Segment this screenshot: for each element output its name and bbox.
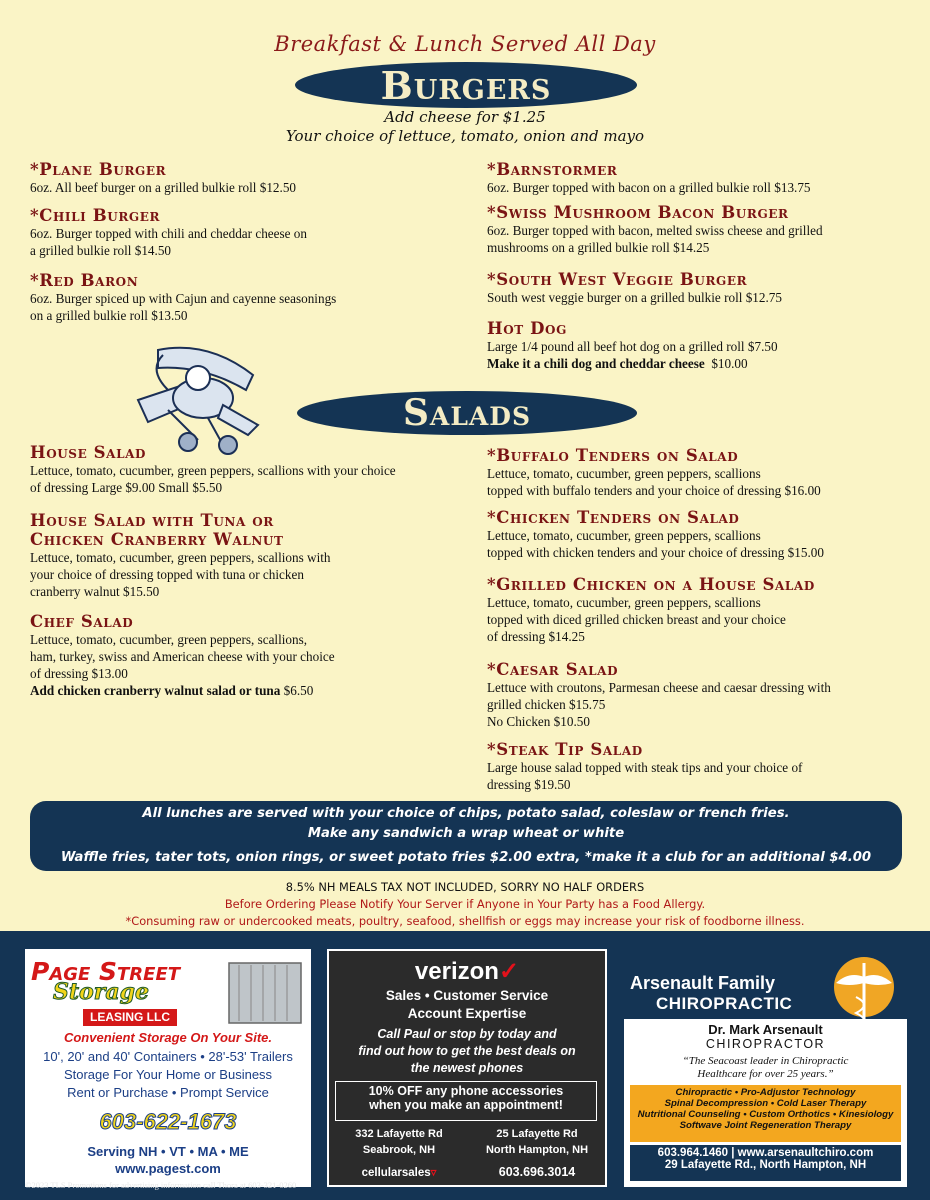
menu-item-south-west-veggie (487, 270, 782, 306)
item-description: of dressing Large $9.00 Small $5.50 (30, 480, 223, 495)
item-name: *Buffalo Tenders on Salad (487, 446, 739, 465)
copyright: ©2023 TLS Promotions for advertising information call Thora at 603-321-0260 (25, 1180, 297, 1190)
burgers-subtitle-toppings: Your choice of lettuce, tomato, onion and mayo (285, 127, 645, 145)
item-description: ham, turkey, swiss and American cheese with your choice (30, 649, 335, 664)
menu-item-chef-salad (30, 612, 335, 699)
verizon-phone: 603.696.3014 (498, 1165, 576, 1179)
item-name: *Grilled Chicken on a House Salad (487, 575, 815, 594)
allergy-notice: Before Ordering Please Notify Your Server if Anyone in Your Party has a Food Allergy. (224, 897, 706, 911)
item-upgrade (487, 355, 778, 372)
page-street-info-line: 10', 20' and 40' Containers • 28'-53' Trailers (43, 1049, 293, 1064)
burgers-title (295, 62, 637, 108)
verizon-address-city: North Hampton, NH (485, 1144, 589, 1156)
item-description: 6oz. Burger topped with bacon on a grilled bulkie roll $13.75 (487, 180, 811, 195)
cellular-sales-logo (339, 1165, 459, 1179)
verizon-brand: verizon (414, 958, 499, 985)
tagline: Breakfast & Lunch Served All Day (274, 32, 656, 56)
item-description: mushrooms on a grilled bulkie roll $14.25 (487, 240, 710, 255)
menu-item-steak-tip-salad (487, 740, 802, 793)
page-street-info-line: Rent or Purchase • Prompt Service (67, 1085, 269, 1100)
burgers-subtitle-cheese: Add cheese for $1.25 (384, 108, 546, 126)
item-description: Lettuce, tomato, cucumber, green peppers, scallions, (30, 632, 308, 647)
page-street-serving: Serving NH • VT • MA • ME (87, 1144, 249, 1159)
page-street-tagline: Convenient Storage On Your Site. (63, 1030, 273, 1045)
chiro-footer (630, 1145, 901, 1181)
chiro-contact: 603.964.1460 | www.arsenaultchiro.com (657, 1147, 874, 1159)
item-name: Chef Salad (30, 612, 134, 631)
page-street-leasing: LEASING LLC (83, 1009, 177, 1026)
menu-item-chili-burger (30, 206, 307, 259)
item-name: *Chili Burger (30, 206, 161, 225)
verizon-line: the newest phones (410, 1061, 524, 1075)
item-description: topped with diced grilled chicken breast and your choice (487, 612, 786, 627)
chiro-services-box (630, 1085, 901, 1142)
ad-page-street-storage (25, 949, 311, 1187)
cellular-sales-mark-icon: ▿ (430, 1167, 437, 1179)
item-description: Lettuce, tomato, cucumber, green peppers, scallions with your choice (30, 463, 396, 478)
chiro-doctor-title: CHIROPRACTOR (705, 1037, 826, 1051)
chiro-service: Nutritional Counseling • Custom Orthotics • Kinesiology (637, 1109, 894, 1120)
chiro-quote: “The Seacoast leader in Chiropractic (682, 1055, 849, 1067)
item-description: of dressing $14.25 (487, 629, 585, 644)
cellular-sales-text: cellularsales (361, 1167, 431, 1179)
item-description: Lettuce with croutons, Parmesan cheese and caesar dressing with (487, 680, 831, 695)
verizon-offer: 10% OFF any phone accessories (368, 1084, 564, 1098)
item-name: *Red Baron (30, 271, 139, 290)
chiro-service: Softwave Joint Regeneration Therapy (679, 1120, 852, 1131)
upgrade-price: $10.00 (711, 356, 748, 371)
item-name: *Plane Burger (30, 160, 167, 179)
item-name: *Chicken Tenders on Salad (487, 508, 740, 527)
item-description: Lettuce, tomato, cucumber, green peppers, scallions (487, 528, 761, 543)
item-name: *Steak Tip Salad (487, 740, 643, 759)
verizon-address-street: 25 Lafayette Rd (496, 1128, 578, 1140)
item-name: *South West Veggie Burger (487, 270, 748, 289)
lunch-sides-banner (30, 801, 902, 871)
page-street-url: www.pagest.com (115, 1161, 221, 1176)
chiro-address: 29 Lafayette Rd., North Hampton, NH (664, 1159, 867, 1171)
menu-item-buffalo-tenders-salad (487, 446, 821, 499)
chiro-title-sub: CHIROPRACTIC (656, 994, 793, 1013)
verizon-address-street: 332 Lafayette Rd (355, 1128, 443, 1140)
item-name: House Salad with Tuna or (30, 511, 274, 530)
ad-arsenault-chiropractic (624, 949, 907, 1187)
menu-item-hot-dog (487, 319, 778, 372)
salads-title-text: Salads (402, 392, 532, 434)
item-description: Lettuce, tomato, cucumber, green peppers, scallions (487, 595, 761, 610)
verizon-offer-box (335, 1081, 597, 1121)
checkmark-icon: ✓ (498, 958, 520, 985)
storage-container-icon (225, 957, 305, 1027)
item-description: on a grilled bulkie roll $13.50 (30, 308, 188, 323)
item-description: topped with buffalo tenders and your choice of dressing $16.00 (487, 483, 821, 498)
verizon-offer: when you make an appointment! (369, 1098, 563, 1112)
verizon-logo (329, 957, 605, 986)
chiro-service: Spinal Decompression • Cold Laser Therapy (664, 1098, 867, 1109)
menu-item-chicken-tenders-salad (487, 508, 824, 561)
chiro-quote: Healthcare for over 25 years.” (697, 1068, 834, 1080)
item-description: cranberry walnut $15.50 (30, 584, 160, 599)
item-description: 6oz. Burger spiced up with Cajun and cayenne seasonings (30, 291, 337, 306)
salads-title (297, 391, 637, 435)
item-description: South west veggie burger on a grilled bulkie roll $12.75 (487, 290, 782, 305)
upgrade-text: Add chicken cranberry walnut salad or tuna (30, 683, 281, 698)
verizon-line: find out how to get the best deals on (358, 1044, 576, 1058)
verizon-line: Account Expertise (407, 1006, 527, 1021)
menu-item-grilled-chicken-salad (487, 575, 815, 645)
upgrade-price: $6.50 (283, 683, 314, 698)
item-description: Lettuce, tomato, cucumber, green peppers, scallions (487, 466, 761, 481)
item-name: *Barnstormer (487, 160, 618, 179)
page-street-title: Page Street (31, 957, 181, 986)
raw-food-warning: *Consuming raw or undercooked meats, poultry, seafood, shellfish or eggs may increase your risk of foodborne illness. (125, 914, 805, 928)
item-description: of dressing $13.00 (30, 666, 128, 681)
verizon-line: Sales • Customer Service (385, 988, 549, 1003)
banner-line: All lunches are served with your choice of chips, potato salad, coleslaw or french fries. (142, 806, 790, 821)
menu-item-barnstormer (487, 160, 811, 196)
item-description: a grilled bulkie roll $14.50 (30, 243, 172, 258)
item-description: Large house salad topped with steak tips and your choice of (487, 760, 803, 775)
chiro-service: Chiropractic • Pro-Adjustor Technology (675, 1087, 856, 1098)
item-description: 6oz. Burger topped with bacon, melted swiss cheese and grilled (487, 223, 823, 238)
banner-line: Make any sandwich a wrap wheat or white (307, 826, 625, 841)
menu-item-red-baron (30, 271, 336, 324)
burgers-title-text: Burgers (380, 62, 552, 108)
item-name: Hot Dog (487, 319, 567, 338)
page-street-info-line: Storage For Your Home or Business (63, 1067, 273, 1082)
menu-item-house-salad-tuna (30, 511, 331, 600)
item-description: No Chicken $10.50 (487, 714, 590, 729)
item-description: your choice of dressing topped with tuna or chicken (30, 567, 304, 582)
item-upgrade (30, 682, 335, 699)
banner-line: Waffle fries, tater tots, onion rings, or sweet potato fries $2.00 extra, *make it a club for an additional $4.00 (60, 850, 872, 865)
menu-item-caesar-salad (487, 660, 831, 730)
upgrade-text: Make it a chili dog and cheddar cheese (487, 356, 705, 371)
ad-verizon (327, 949, 607, 1187)
verizon-address-city: Seabrook, NH (362, 1144, 436, 1156)
item-description: grilled chicken $15.75 (487, 697, 606, 712)
verizon-line: Call Paul or stop by today and (377, 1027, 557, 1041)
item-description: dressing $19.50 (487, 777, 571, 792)
item-name: *Swiss Mushroom Bacon Burger (487, 203, 789, 222)
menu-item-house-salad (30, 443, 396, 496)
menu-item-swiss-mushroom-bacon (487, 203, 823, 256)
item-description: Lettuce, tomato, cucumber, green peppers, scallions with (30, 550, 331, 565)
item-description: Large 1/4 pound all beef hot dog on a grilled roll $7.50 (487, 339, 778, 354)
item-name: Chicken Cranberry Walnut (30, 530, 284, 549)
chiro-doctor: Dr. Mark Arsenault (708, 1022, 823, 1037)
page-street-phone: 603-622-1673 (99, 1109, 237, 1134)
item-name: House Salad (30, 443, 147, 462)
chiro-title: Arsenault Family (630, 973, 776, 993)
item-name: *Caesar Salad (487, 660, 619, 679)
item-description: topped with chicken tenders and your choice of dressing $15.00 (487, 545, 824, 560)
airplane-illustration (128, 330, 263, 460)
tax-notice: 8.5% NH MEALS TAX NOT INCLUDED, SORRY NO HALF ORDERS (285, 880, 645, 894)
item-description: 6oz. Burger topped with chili and cheddar cheese on (30, 226, 307, 241)
menu-item-plane-burger (30, 160, 296, 196)
page-street-storage-word: Storage (53, 979, 149, 1005)
item-description: 6oz. All beef burger on a grilled bulkie roll $12.50 (30, 180, 297, 195)
